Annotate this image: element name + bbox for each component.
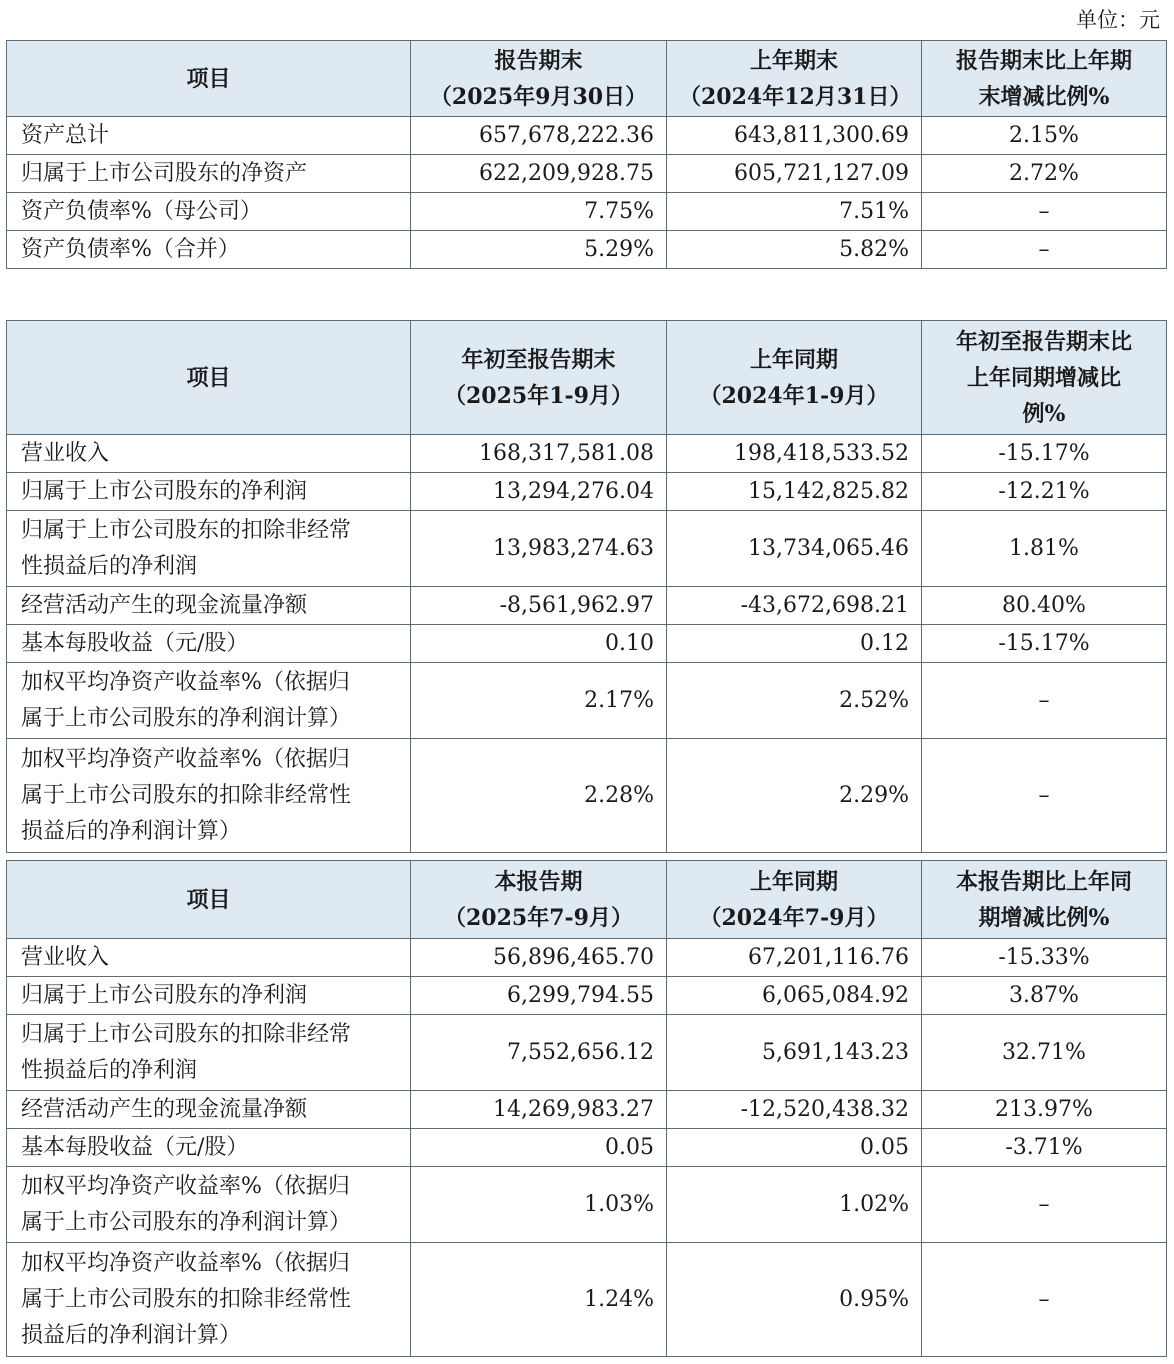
table-row: 经营活动产生的现金流量净额 -8,561,962.97 -43,672,698.21 80.40% [7,587,1167,625]
header-ytd: 年初至报告期末 （2025年1-9月） [411,321,667,435]
ytd-performance-table [6,320,1167,853]
header-item: 项目 [7,861,411,939]
table-row: 归属于上市公司股东的净资产 622,209,928.75 605,721,127.09 2.72% [7,155,1167,193]
table-header-row [7,321,1167,435]
table-row: 资产负债率%（母公司） 7.75% 7.51% – [7,193,1167,231]
header-item: 项目 [7,41,411,117]
table-row: 加权平均净资产收益率%（依据归 属于上市公司股东的净利润计算） 2.17% 2.52% – [7,663,1167,739]
table-header-row [7,41,1167,117]
table-row: 资产负债率%（合并） 5.29% 5.82% – [7,231,1167,269]
table-row: 营业收入 168,317,581.08 198,418,533.52 -15.17% [7,435,1167,473]
table-row: 营业收入 56,896,465.70 67,201,116.76 -15.33% [7,939,1167,977]
table-row: 归属于上市公司股东的扣除非经常 性损益后的净利润 13,983,274.63 13,734,065.46 1.81% [7,511,1167,587]
table-row: 归属于上市公司股东的净利润 6,299,794.55 6,065,084.92 3.87% [7,977,1167,1015]
header-prior-period: 上年同期 （2024年7-9月） [667,861,922,939]
header-change-ratio: 年初至报告期末比 上年同期增减比 例% [922,321,1167,435]
table-row: 基本每股收益（元/股） 0.05 0.05 -3.71% [7,1129,1167,1167]
balance-sheet-table [6,40,1167,269]
table-header-row [7,861,1167,939]
table-row: 加权平均净资产收益率%（依据归 属于上市公司股东的净利润计算） 1.03% 1.02% – [7,1167,1167,1243]
table-row: 基本每股收益（元/股） 0.10 0.12 -15.17% [7,625,1167,663]
header-period-end: 报告期末 （2025年9月30日） [411,41,667,117]
header-prior-year-end: 上年期末 （2024年12月31日） [667,41,922,117]
header-current-quarter: 本报告期 （2025年7-9月） [411,861,667,939]
table-row: 资产总计 657,678,222.36 643,811,300.69 2.15% [7,117,1167,155]
header-change-ratio: 本报告期比上年同 期增减比例% [922,861,1167,939]
table-row: 归属于上市公司股东的净利润 13,294,276.04 15,142,825.82 -12.21% [7,473,1167,511]
header-change-ratio: 报告期末比上年期 末增减比例% [922,41,1167,117]
unit-label: 单位：元 [1076,8,1160,32]
table-row: 经营活动产生的现金流量净额 14,269,983.27 -12,520,438.32 213.97% [7,1091,1167,1129]
header-prior-period: 上年同期 （2024年1-9月） [667,321,922,435]
header-item: 项目 [7,321,411,435]
quarter-performance-table [6,860,1167,1357]
table-row: 归属于上市公司股东的扣除非经常 性损益后的净利润 7,552,656.12 5,691,143.23 32.71% [7,1015,1167,1091]
table-row: 加权平均净资产收益率%（依据归 属于上市公司股东的扣除非经常性 损益后的净利润计算） 1.24% 0.95% – [7,1243,1167,1357]
table-row: 加权平均净资产收益率%（依据归 属于上市公司股东的扣除非经常性 损益后的净利润计算） 2.28% 2.29% – [7,739,1167,853]
